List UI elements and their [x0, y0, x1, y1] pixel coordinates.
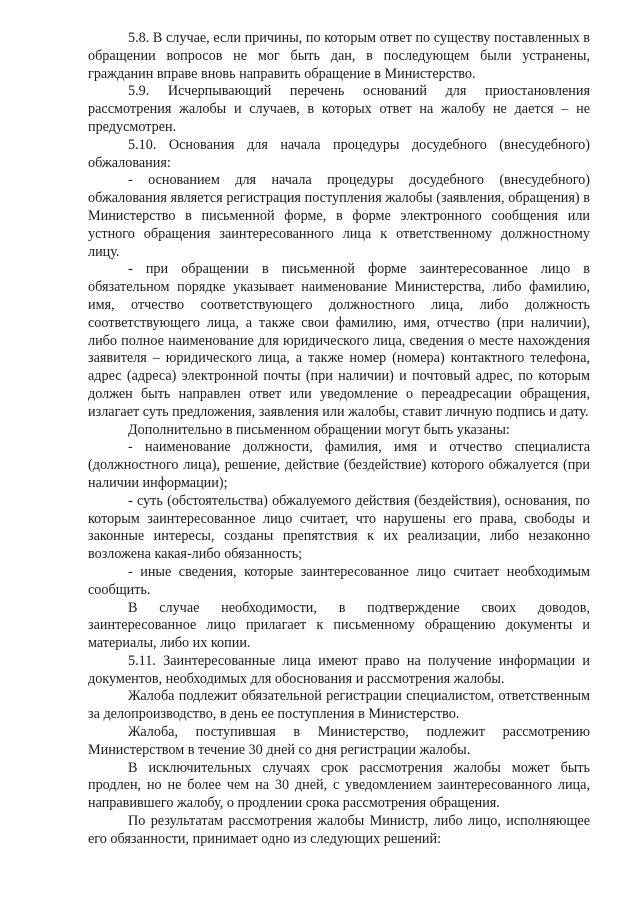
paragraph-extension: В исключительных случаях срок рассмотрения жалобы может быть продлен, но не более чем на 30 дней, с уведомлением заинтересованного лица, направившего жалобу, о продлении срока рассмотрения обращения.: [88, 759, 590, 812]
paragraph-registration: Жалоба подлежит обязательной регистрации специалистом, ответственным за делопроизводство, в день ее поступления в Министерство.: [88, 688, 590, 723]
document-page: [88, 30, 590, 849]
list-item-other: - иные сведения, которые заинтересованное лицо считает необходимым сообщить.: [88, 563, 590, 598]
paragraph-5-10: 5.10. Основания для начала процедуры досудебного (внесудебного) обжалования:: [88, 136, 590, 171]
paragraph-attachments: В случае необходимости, в подтверждение своих доводов, заинтересованное лицо прилагает к письменному обращению документы и материалы, либо их копии.: [88, 599, 590, 652]
paragraph-written-form: - при обращении в письменной форме заинтересованное лицо в обязательном порядке указывает наименование Министерства, либо фамилию, имя, отчество соответствующего должностного лица, либо должность соответствующего лица, а также свои фамилию, имя, отчество (при наличии), либо полное наименование для юридического лица, сведения о месте нахождения заявителя – юридического лица, а также номер (номера) контактного телефона, адрес (адреса) электронной почты (при наличии) и почтовый адрес, по которым должен быть направлен ответ или уведомление о переадресации обращения, излагает суть предложения, заявления или жалобы, ставит личную подпись и дату.: [88, 261, 590, 420]
list-item-position: - наименование должности, фамилия, имя и отчество специалиста (должностного лица), решение, действие (бездействие) которого обжалуется (при наличии информации);: [88, 439, 590, 491]
paragraph-decision: По результатам рассмотрения жалобы Министр, либо лицо, исполняющее его обязанности, принимает одно из следующих решений:: [88, 813, 590, 847]
paragraph-review-term: Жалоба, поступившая в Министерство, подлежит рассмотрению Министерством в течение 30 дней со дня регистрации жалобы.: [88, 724, 590, 758]
paragraph-5-11: 5.11. Заинтересованные лица имеют право на получение информации и документов, необходимых для обоснования и рассмотрения жалобы.: [88, 652, 590, 687]
paragraph-basis: - основанием для начала процедуры досудебного (внесудебного) обжалования является регистрация поступления жалобы (заявления, обращения) в Министерство в письменной форме, в форме электронного сообщения или устного обращения заинтересованного лица к ответственному должностному лицу.: [88, 172, 590, 260]
paragraph-additional: Дополнительно в письменном обращении могут быть указаны:: [128, 421, 510, 438]
list-item-essence: - суть (обстоятельства) обжалуемого действия (бездействия), основания, по которым заинтересованное лицо считает, что нарушены его права, свободы и законные интересы, созданы препятствия к их реализации, либо незаконно возложена какая-либо обязанность;: [88, 492, 590, 563]
paragraph-5-8: 5.8. В случае, если причины, по которым ответ по существу поставленных в обращении вопросов не мог быть дан, в последующем были устранены, гражданин вправе вновь направить обращение в Министерство.: [88, 30, 590, 82]
paragraph-5-9: 5.9. Исчерпывающий перечень оснований для приостановления рассмотрения жалобы и случаев, в которых ответ на жалобу не дается – не предусмотрен.: [88, 83, 590, 135]
